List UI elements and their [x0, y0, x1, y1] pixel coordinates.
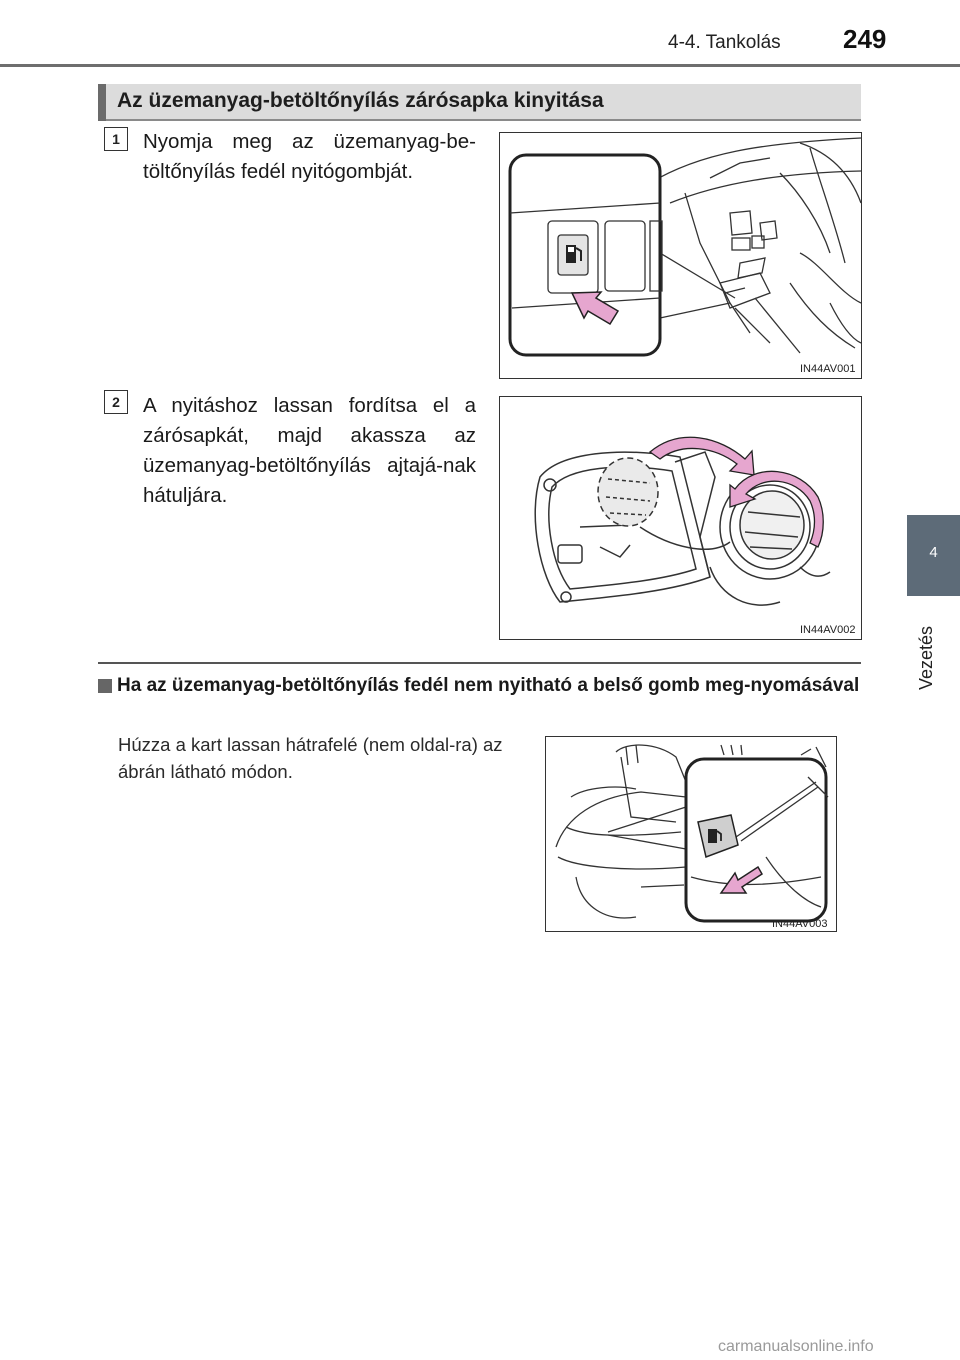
divider-rule	[98, 662, 861, 664]
watermark: carmanualsonline.info	[718, 1338, 874, 1355]
step-text-1: Nyomja meg az üzemanyag-be-töltőnyílás fedél nyitógombját.	[143, 130, 476, 183]
running-header-section: 4-4. Tankolás	[668, 32, 781, 53]
note-bullet-square	[98, 679, 112, 693]
step-number-1: 1	[104, 127, 128, 151]
chapter-tab-number: 4	[929, 544, 938, 561]
note-body: Húzza a kart lassan hátrafelé (nem oldal-ra) az ábrán látható módon.	[118, 734, 503, 782]
page-number: 249	[843, 24, 887, 54]
step-number-2: 2	[104, 390, 128, 414]
figure-code-3: IN44AV003	[772, 918, 828, 930]
dashboard-illustration	[500, 133, 861, 378]
figure-fuel-door-opener	[499, 132, 862, 379]
figure-code-2: IN44AV002	[800, 624, 856, 636]
note-title: Ha az üzemanyag-betöltőnyílás fedél nem nyitható a belső gomb meg-nyomásával	[117, 675, 860, 696]
figure-code-1: IN44AV001	[800, 363, 856, 375]
trunk-illustration	[546, 737, 836, 931]
chapter-tab-label: Vezetés	[916, 625, 936, 690]
figure-trunk-release-lever	[545, 736, 837, 932]
fuel-cap-illustration	[500, 397, 861, 639]
figure-fuel-cap	[499, 396, 862, 640]
section-title: Az üzemanyag-betöltőnyílás zárósapka kinyitása	[117, 89, 604, 112]
section-heading-marker	[98, 84, 106, 121]
header-rule	[0, 64, 960, 67]
step-text-2: A nyitáshoz lassan fordítsa el a zárósapkát, majd akassza az üzemanyag-betöltőnyílás ajtajá-nak hátuljára.	[143, 394, 476, 507]
